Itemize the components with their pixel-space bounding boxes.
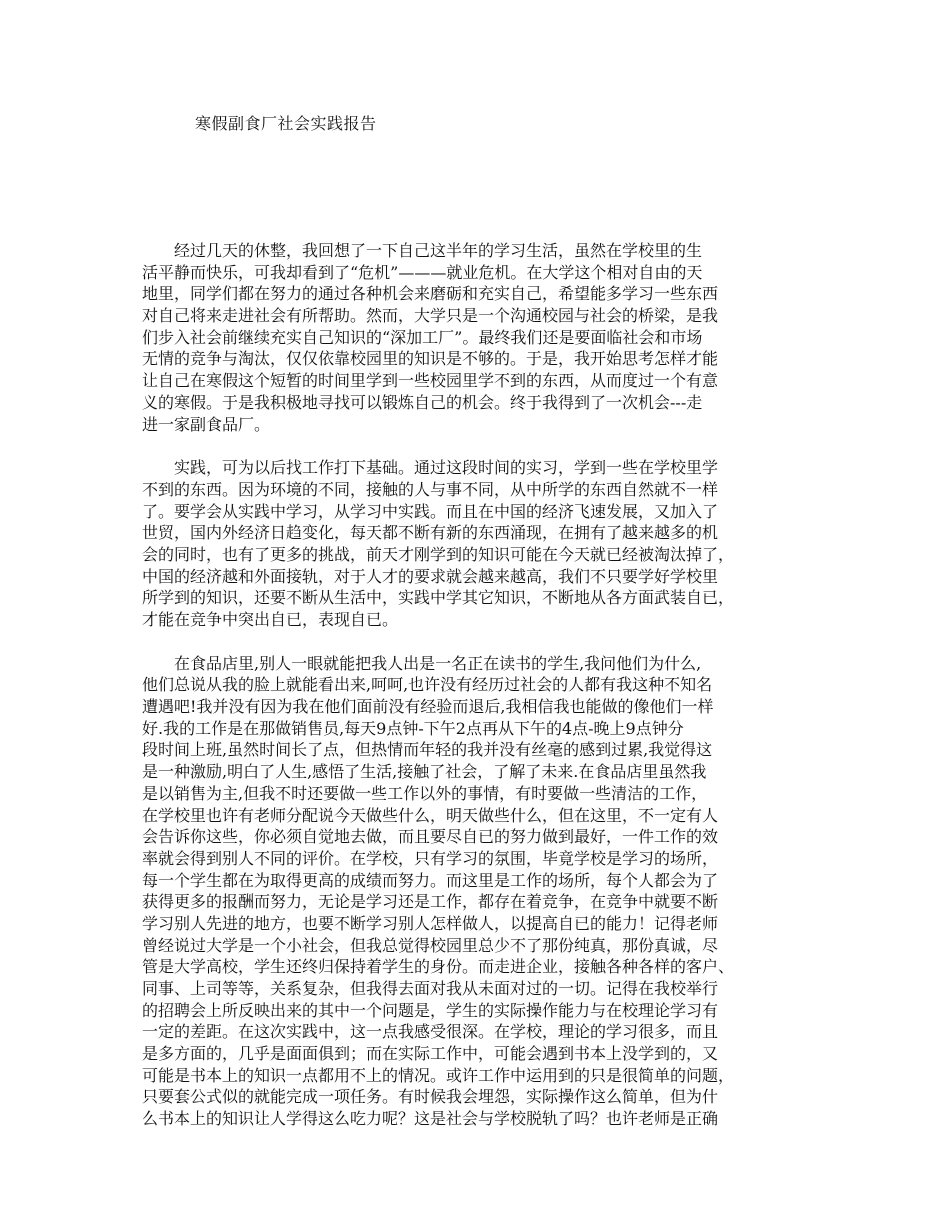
document-title: 寒假副食厂社会实践报告: [195, 114, 377, 133]
text-line: 一定的差距。在这次实践中，这一点我感受很深。在学校，理论的学习很多，而且: [142, 1022, 719, 1042]
text-line: 只要套公式似的就能完成一项任务。有时候我会埋怨，实际操作这么简单，但为什: [142, 1087, 719, 1107]
text-line: 们步入社会前继续充实自己知识的“深加工厂”。最终我们还是要面临社会和市场: [142, 327, 703, 347]
document-body: [142, 240, 822, 1152]
paragraph-3: [142, 653, 822, 1130]
text-line: 让自己在寒假这个短暂的时间里学到一些校园里学不到的东西，从而度过一个有意: [142, 371, 719, 391]
text-line: 实践，可为以后找工作打下基础。通过这段时间的实习，学到一些在学校里学: [142, 458, 719, 478]
text-line: 了。要学会从实践中学习，从学习中实践。而且在中国的经济飞速发展，又加入了: [142, 501, 719, 521]
text-line: 是一种激励,明白了人生,感悟了生活,接触了社会，了解了未来.在食品店里虽然我: [142, 762, 707, 782]
text-line: 才能在竞争中突出自已，表现自已。: [142, 610, 399, 629]
text-line: 遭遇吧!我并没有因为我在他们面前没有经验而退后,我相信我也能做的像他们一样: [142, 697, 714, 717]
text-line: 是多方面的，几乎是面面俱到；而在实际工作中，可能会遇到书本上没学到的，又: [142, 1044, 719, 1064]
text-line: 经过几天的休整，我回想了一下自己这半年的学习生活，虽然在学校里的生: [142, 241, 703, 260]
text-line: 是以销售为主,但我不时还要做一些工作以外的事情，有时要做一些清洁的工作，: [142, 783, 708, 803]
text-line: 他们总说从我的脸上就能看出来,呵呵,也许没有经历过社会的人都有我这种不知名: [142, 675, 713, 695]
text-line: 世贸，国内外经济日趋变化，每天都不断有新的东西涌现，在拥有了越来越多的机: [142, 523, 719, 543]
text-line: 段时间上班,虽然时间长了点，但热情而年轻的我并没有丝毫的感到过累,我觉得这: [142, 740, 713, 760]
text-line: 曾经说过大学是一个小社会，但我总觉得校园里总少不了那份纯真，那份真诚，尽: [142, 935, 719, 955]
paragraph-1: [142, 240, 822, 435]
text-line: 好.我的工作是在那做销售员,每天9点钟-下午2点再从下午的4点-晚上9点钟分: [142, 718, 684, 738]
text-line: 可能是书本上的知识一点都用不上的情况。或许工作中运用到的只是很简单的问题，: [142, 1065, 735, 1085]
text-line: 获得更多的报酬而努力，无论是学习还是工作，都存在着竞争，在竞争中就要不断: [142, 892, 719, 912]
paragraph-2: [142, 457, 822, 631]
text-line: 的招聘会上所反映出来的其中一个问题是，学生的实际操作能力与在校理论学习有: [142, 1000, 719, 1020]
text-line: 进一家副食品厂。: [142, 414, 271, 434]
text-line: 活平静而快乐，可我却看到了“危机”———就业危机。在大学这个相对自由的天: [142, 262, 703, 282]
text-line: 每一个学生都在为取得更高的成绩而努力。而这里是工作的场所，每个人都会为了: [142, 870, 719, 890]
text-line: 学习别人先进的地方，也要不断学习别人怎样做人，以提高自已的能力！记得老师: [142, 913, 719, 933]
text-line: 在学校里也许有老师分配说今天做些什么，明天做些什么，但在这里，不一定有人: [142, 805, 719, 825]
text-line: 么书本上的知识让人学得这么吃力呢？这是社会与学校脱轨了吗？也许老师是正确: [142, 1109, 719, 1129]
text-line: 地里，同学们都在努力的通过各种机会来磨砺和充实自己，希望能多学习一些东西: [142, 284, 719, 304]
text-line: 义的寒假。于是我积极地寻找可以锻炼自己的机会。终于我得到了一次机会---走: [142, 392, 703, 412]
text-line: 在食品店里,别人一眼就能把我人出是一名正在读书的学生,我问他们为什么,: [142, 653, 702, 673]
text-line: 率就会得到别人不同的评价。在学校，只有学习的氛围，毕竟学校是学习的场所，: [142, 848, 719, 868]
text-line: 无情的竞争与淘汰，仅仅依靠校园里的知识是不够的。于是，我开始思考怎样才能: [142, 349, 719, 369]
text-line: 对自己将来走进社会有所帮助。然而，大学只是一个沟通校园与社会的桥梁，是我: [142, 306, 719, 326]
text-line: 中国的经济越和外面接轨，对于人才的要求就会越来越高，我们不只要学好学校里: [142, 566, 719, 586]
text-line: 管是大学高校，学生还终归保持着学生的身份。而走进企业，接触各种各样的客户、: [142, 957, 735, 977]
text-line: 不到的东西。因为环境的不同，接触的人与事不同，从中所学的东西自然就不一样: [142, 479, 719, 499]
text-line: 所学到的知识，还要不断从生活中，实践中学其它知识，不断地从各方面武装自已，: [142, 588, 735, 608]
text-line: 会告诉你这些，你必须自觉地去做，而且要尽自已的努力做到最好，一件工作的效: [142, 827, 719, 847]
text-line: 同事、上司等等，关系复杂，但我得去面对我从未面对过的一切。记得在我校举行: [142, 979, 719, 998]
text-line: 会的同时，也有了更多的挑战，前天才刚学到的知识可能在今天就已经被淘汰掉了，: [142, 544, 735, 564]
